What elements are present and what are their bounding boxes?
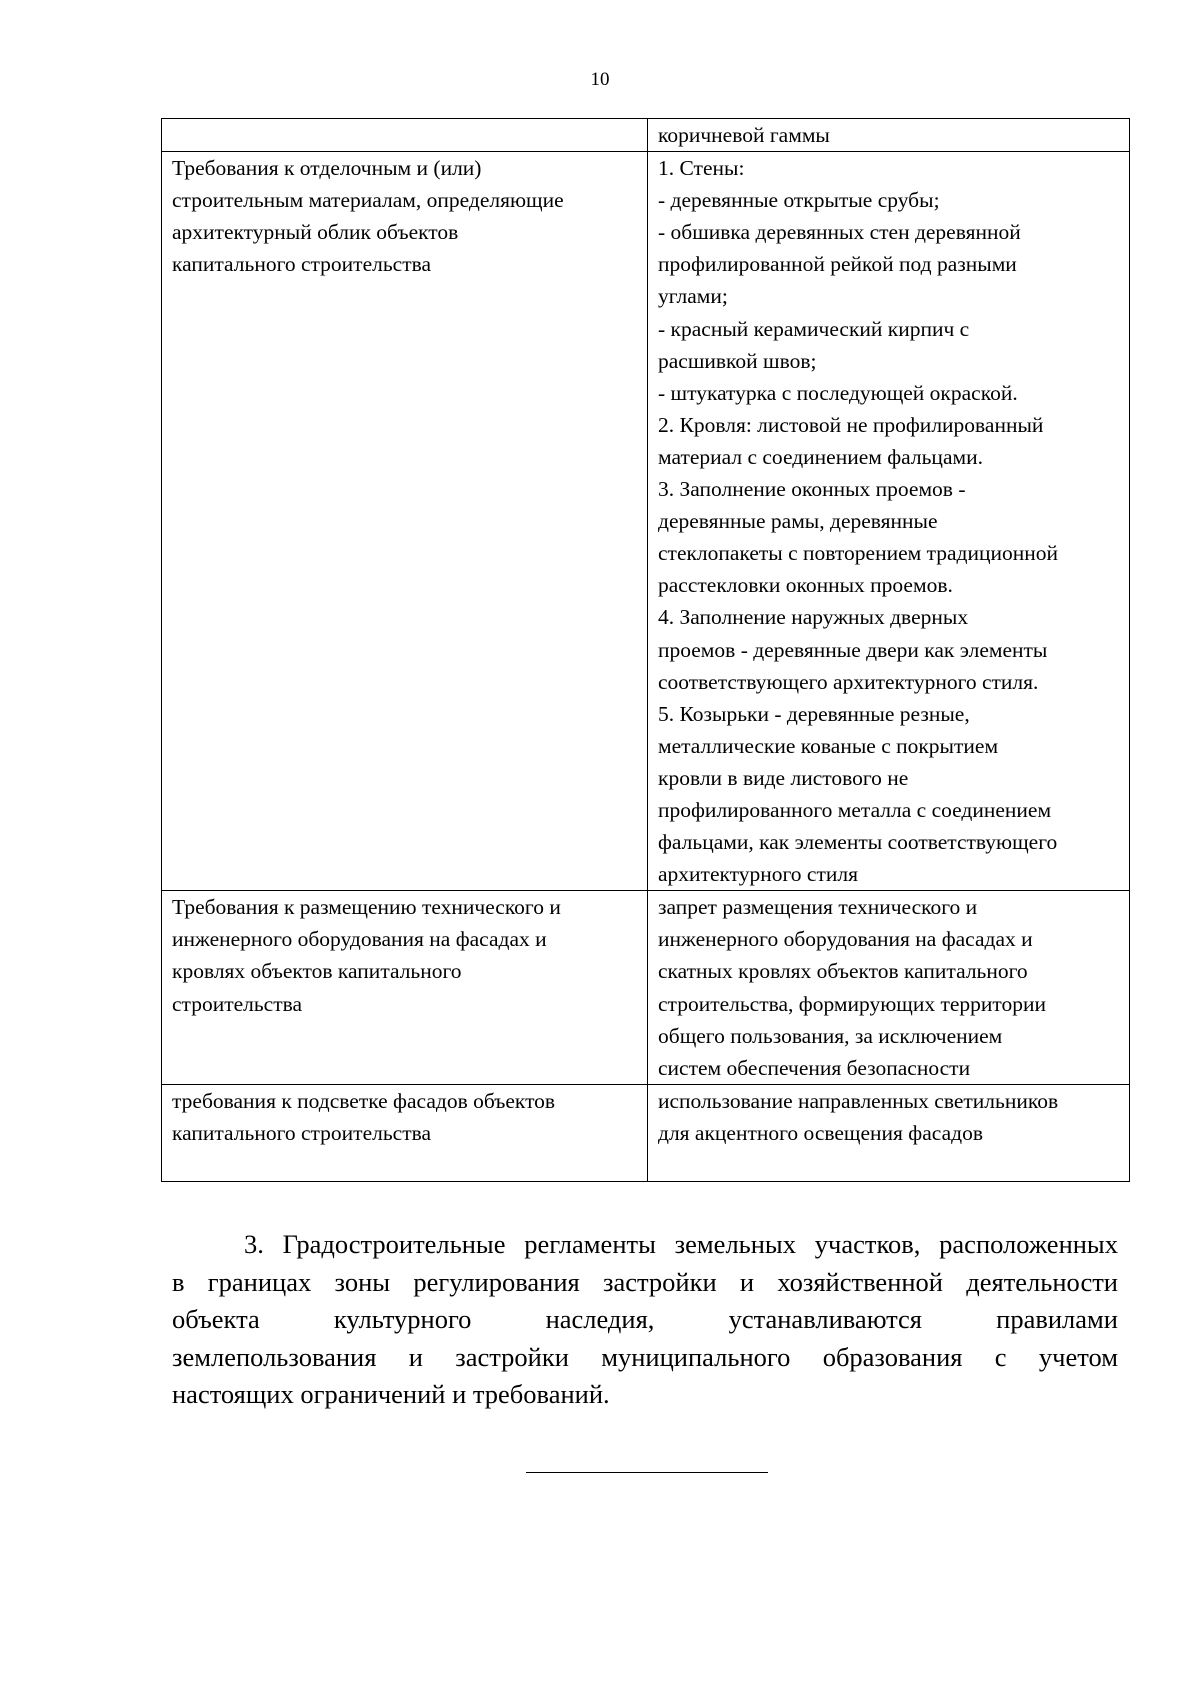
cell-line: стеклопакеты с повторением традиционной — [658, 541, 1059, 566]
cell-line: инженерного оборудования на фасадах и — [658, 927, 1033, 952]
paragraph-line: в границах зоны регулирования застройки и хозяйственной деятельности — [172, 1266, 1118, 1297]
table-row — [162, 1084, 1130, 1181]
cell-line: 5. Козырьки - деревянные резные, — [658, 701, 970, 726]
cell-line: 1. Стены: — [658, 156, 745, 181]
end-of-document-rule — [526, 1472, 768, 1473]
requirement-value-cell — [648, 1084, 1130, 1181]
paragraph-line: объекта культурного наследия, устанавливаются правилами — [172, 1304, 1118, 1334]
cell-line: общего пользования, за исключением — [658, 1023, 1003, 1048]
cell-line: материал с соединением фальцами. — [658, 444, 983, 469]
requirement-value-cell — [648, 119, 1130, 152]
cell-line: строительным материалам, определяющие — [172, 188, 564, 213]
cell-line: - штукатурка с последующей окраской. — [658, 380, 1018, 405]
cell-line: расшивкой швов; — [658, 348, 817, 373]
page-number: 10 — [590, 69, 610, 90]
cell-line: 4. Заполнение наружных дверных — [658, 605, 969, 630]
cell-line: строительства, формирующих территории — [658, 991, 1047, 1016]
requirements-table — [161, 118, 1130, 1182]
cell-line: проемов - деревянные двери как элементы — [658, 637, 1048, 662]
cell-line: Требования к отделочным и (или) — [172, 156, 482, 181]
paragraph-line: землепользования и застройки муниципального образования с учетом — [172, 1341, 1118, 1372]
cell-line: расстекловки оконных проемов. — [658, 573, 953, 598]
cell-line: для акцентного освещения фасадов — [658, 1120, 983, 1145]
cell-line: - деревянные открытые срубы; — [658, 188, 940, 213]
cell-line: инженерного оборудования на фасадах и — [172, 927, 547, 952]
cell-line: профилированного металла с соединением — [658, 797, 1052, 822]
cell-line: скатных кровлях объектов капитального — [658, 959, 1028, 984]
cell-line: 2. Кровля: листовой не профилированный — [658, 412, 1044, 437]
cell-line: профилированной рейкой под разными — [658, 252, 1017, 277]
cell-line: требования к подсветке фасадов объектов — [172, 1088, 556, 1113]
requirement-name-cell — [162, 891, 648, 1085]
cell-line: - красный керамический кирпич с — [658, 316, 970, 341]
requirement-name-cell — [162, 152, 648, 891]
cell-line: металлические кованые с покрытием — [658, 733, 999, 758]
cell-line: запрет размещения технического и — [658, 895, 978, 920]
requirement-name-cell — [162, 119, 648, 152]
cell-line: кровлях объектов капитального — [172, 959, 462, 984]
table-row — [162, 152, 1130, 891]
paragraph-line: настоящих ограничений и требований. — [172, 1379, 610, 1409]
cell-line: соответствующего архитектурного стиля. — [658, 669, 1039, 694]
cell-line: углами; — [658, 284, 728, 309]
cell-line: деревянные рамы, деревянные — [658, 509, 938, 534]
cell-line: фальцами, как элементы соответствующего — [658, 830, 1058, 855]
requirement-value-cell — [648, 891, 1130, 1085]
cell-line: Требования к размещению технического и — [172, 895, 561, 920]
cell-line: 3. Заполнение оконных проемов - — [658, 477, 966, 502]
section-3-paragraph — [172, 1226, 1118, 1414]
cell-line: - обшивка деревянных стен деревянной — [658, 220, 1021, 245]
requirement-value-cell — [648, 152, 1130, 891]
cell-line: архитектурного стиля — [658, 862, 858, 887]
table-row — [162, 119, 1130, 152]
requirement-name-cell — [162, 1084, 648, 1181]
cell-line: строительства — [172, 991, 303, 1016]
cell-line: систем обеспечения безопасности — [658, 1055, 971, 1080]
cell-line: капитального строительства — [172, 252, 432, 277]
paragraph-line: 3. Градостроительные регламенты земельных участков, расположенных — [244, 1229, 1118, 1259]
table-row — [162, 891, 1130, 1085]
cell-line: использование направленных светильников — [658, 1088, 1059, 1113]
cell-line: кровли в виде листового не — [658, 765, 909, 790]
cell-line: капитального строительства — [172, 1120, 432, 1145]
cell-line: коричневой гаммы — [658, 123, 830, 147]
cell-line: архитектурный облик объектов — [172, 220, 459, 245]
